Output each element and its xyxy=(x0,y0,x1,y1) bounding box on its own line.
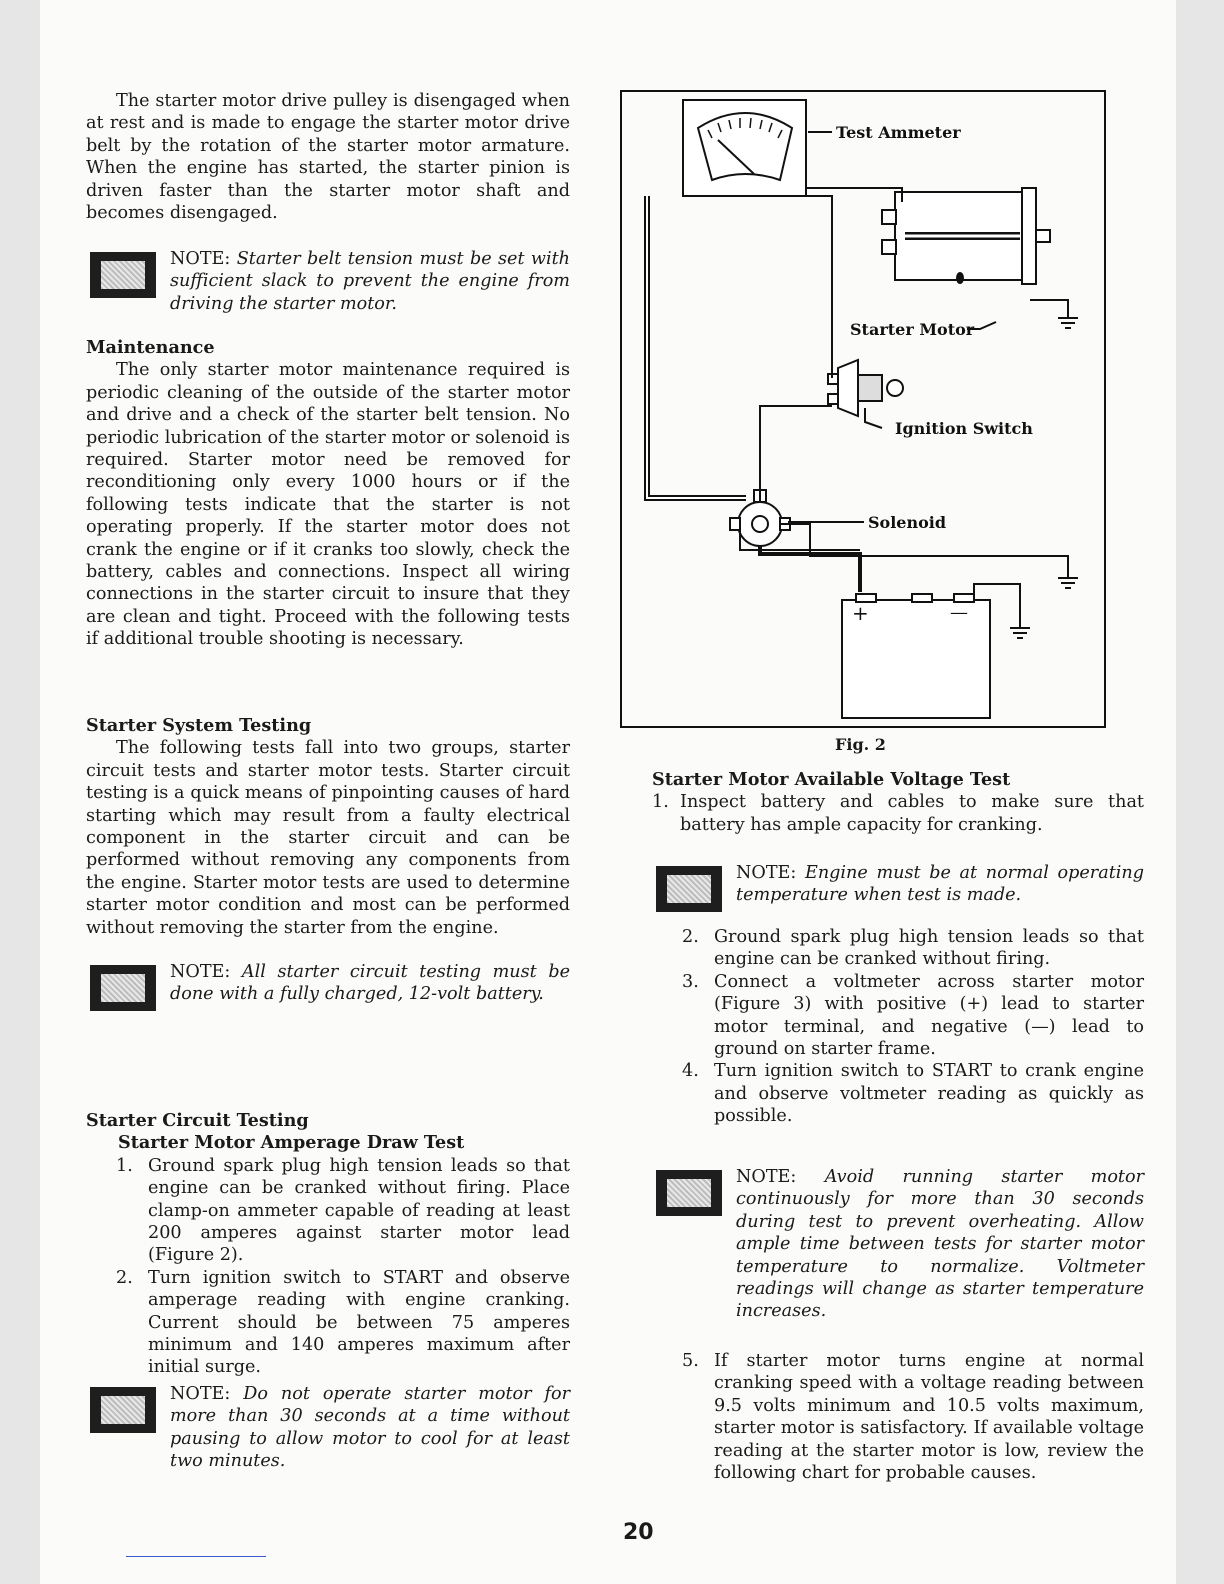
note-label: NOTE: xyxy=(736,1167,797,1187)
ignition-switch-icon xyxy=(828,360,903,416)
note-text: Starter belt tension must be set with sufficient slack to prevent the engine from driving the starter motor. xyxy=(170,249,570,314)
maintenance-section xyxy=(86,337,570,651)
note-belt-tension xyxy=(86,248,570,315)
system-testing-heading: Starter System Testing xyxy=(86,715,312,736)
note-battery xyxy=(86,961,570,1017)
figure-caption: Fig. 2 xyxy=(835,735,886,754)
list-item: 1. Inspect battery and cables to make sure that battery has ample capacity for cranking. xyxy=(652,792,1144,835)
system-testing-section xyxy=(86,715,570,939)
circuit-testing-section xyxy=(86,1110,570,1379)
footer-link-underline xyxy=(126,1556,266,1557)
manual-page xyxy=(40,0,1176,1584)
figure-2-wiring-diagram xyxy=(620,90,1106,728)
amperage-test-heading: Starter Motor Amperage Draw Test xyxy=(118,1132,465,1154)
battery-negative-sign: — xyxy=(950,602,968,623)
list-item: 3. Connect a voltmeter across starter motor (Figure 3) with positive (+) lead to starter motor terminal, and negative (—) lead to ground on starter frame. xyxy=(682,971,1144,1060)
circuit-testing-heading: Starter Circuit Testing xyxy=(86,1110,309,1131)
list-item: 2. Turn ignition switch to START and observe amperage reading with engine cranking. Current should be between 75 amperes minimum and 140 amperes maximum after initial surge. xyxy=(116,1267,570,1378)
note-text: Do not operate starter motor for more than 30 seconds at a time without pausing to allow motor to cool for at least two minutes. xyxy=(170,1384,571,1472)
maintenance-paragraph: The only starter motor maintenance required is periodic cleaning of the outside of the starter motor and drive and a check of the starter belt tension. No periodic lubrication of the starter motor or solenoid is required. Starter motor need be removed for reconditioning only every 1000 hours or if the following tests indicate that the starter is not operating properly. If the starter motor does not crank the engine or if it cranks too slowly, check the battery, cables and connections. Inspect all wiring connections in the starter circuit to insure that they are clean and tight. Proceed with the following tests if additional trouble shooting is necessary. xyxy=(86,360,570,650)
starter-motor-icon xyxy=(882,188,1050,284)
note-label: NOTE: xyxy=(170,962,231,982)
note-text: Engine must be at normal operating temperature when test is made. xyxy=(736,863,1144,906)
note-cooling xyxy=(86,1383,570,1473)
label-starter-motor: Starter Motor xyxy=(850,320,975,339)
note-icon xyxy=(90,1387,156,1433)
label-ignition-switch: Ignition Switch xyxy=(895,419,1033,438)
left-column xyxy=(86,90,570,224)
note-label: NOTE: xyxy=(170,249,231,269)
list-item: 5. If starter motor turns engine at normal cranking speed with a voltage reading between 9.5 volts minimum and 10.5 volts maximum, starter motor is satisfactory. If available voltage reading at the starter motor is low, review the following chart for probable causes. xyxy=(682,1351,1144,1484)
intro-paragraph: The starter motor drive pulley is disengaged when at rest and is made to engage the starter motor drive belt by the rotation of the starter motor armature. When the engine has started, the starter pinion is driven faster than the starter motor shaft and becomes disengaged. xyxy=(86,91,570,224)
note-text: Avoid running starter motor continuously for more than 30 seconds during test to prevent overheating. Allow ample time between tests for starter motor temperature to normalize. Voltmeter readings will change as starter temperature increases. xyxy=(736,1167,1145,1322)
ammeter-icon xyxy=(683,100,806,196)
list-item: 4. Turn ignition switch to START to crank engine and observe voltmeter reading as quickly as possible. xyxy=(682,1061,1144,1127)
system-testing-paragraph: The following tests fall into two groups, starter circuit tests and starter motor tests. Starter circuit testing is a quick means of pinpointing causes of hard starting which may result from a faulty electrical component in the starter circuit and can be performed without removing any components from the engine. Starter motor tests are used to determine starter motor condition and most can be performed without removing the starter from the engine. xyxy=(86,738,570,938)
note-icon xyxy=(656,866,722,912)
list-item: 2. Ground spark plug high tension leads so that engine can be cranked without firing. xyxy=(682,927,1144,970)
note-label: NOTE: xyxy=(736,863,797,883)
note-icon xyxy=(90,252,156,298)
label-solenoid: Solenoid xyxy=(868,513,947,532)
note-text: All starter circuit testing must be done with a fully charged, 12-volt battery. xyxy=(170,962,570,1005)
note-temperature xyxy=(652,862,1144,918)
maintenance-heading: Maintenance xyxy=(86,337,215,358)
note-overheating xyxy=(652,1166,1144,1323)
page-number: 20 xyxy=(623,1520,654,1545)
voltage-test-section xyxy=(652,769,1144,836)
battery-positive-sign: + xyxy=(852,601,869,625)
note-label: NOTE: xyxy=(170,1384,231,1404)
voltage-test-heading: Starter Motor Available Voltage Test xyxy=(652,769,1011,790)
label-test-ammeter: Test Ammeter xyxy=(836,123,961,142)
voltage-test-step-5 xyxy=(652,1350,1144,1484)
voltage-test-steps xyxy=(652,926,1144,1128)
list-item: 1. Ground spark plug high tension leads so that engine can be cranked without firing. Place clamp-on ammeter capable of reading at least 200 amperes against starter motor lead (Figure 2). xyxy=(116,1155,570,1266)
note-icon xyxy=(90,965,156,1011)
note-icon xyxy=(656,1170,722,1216)
